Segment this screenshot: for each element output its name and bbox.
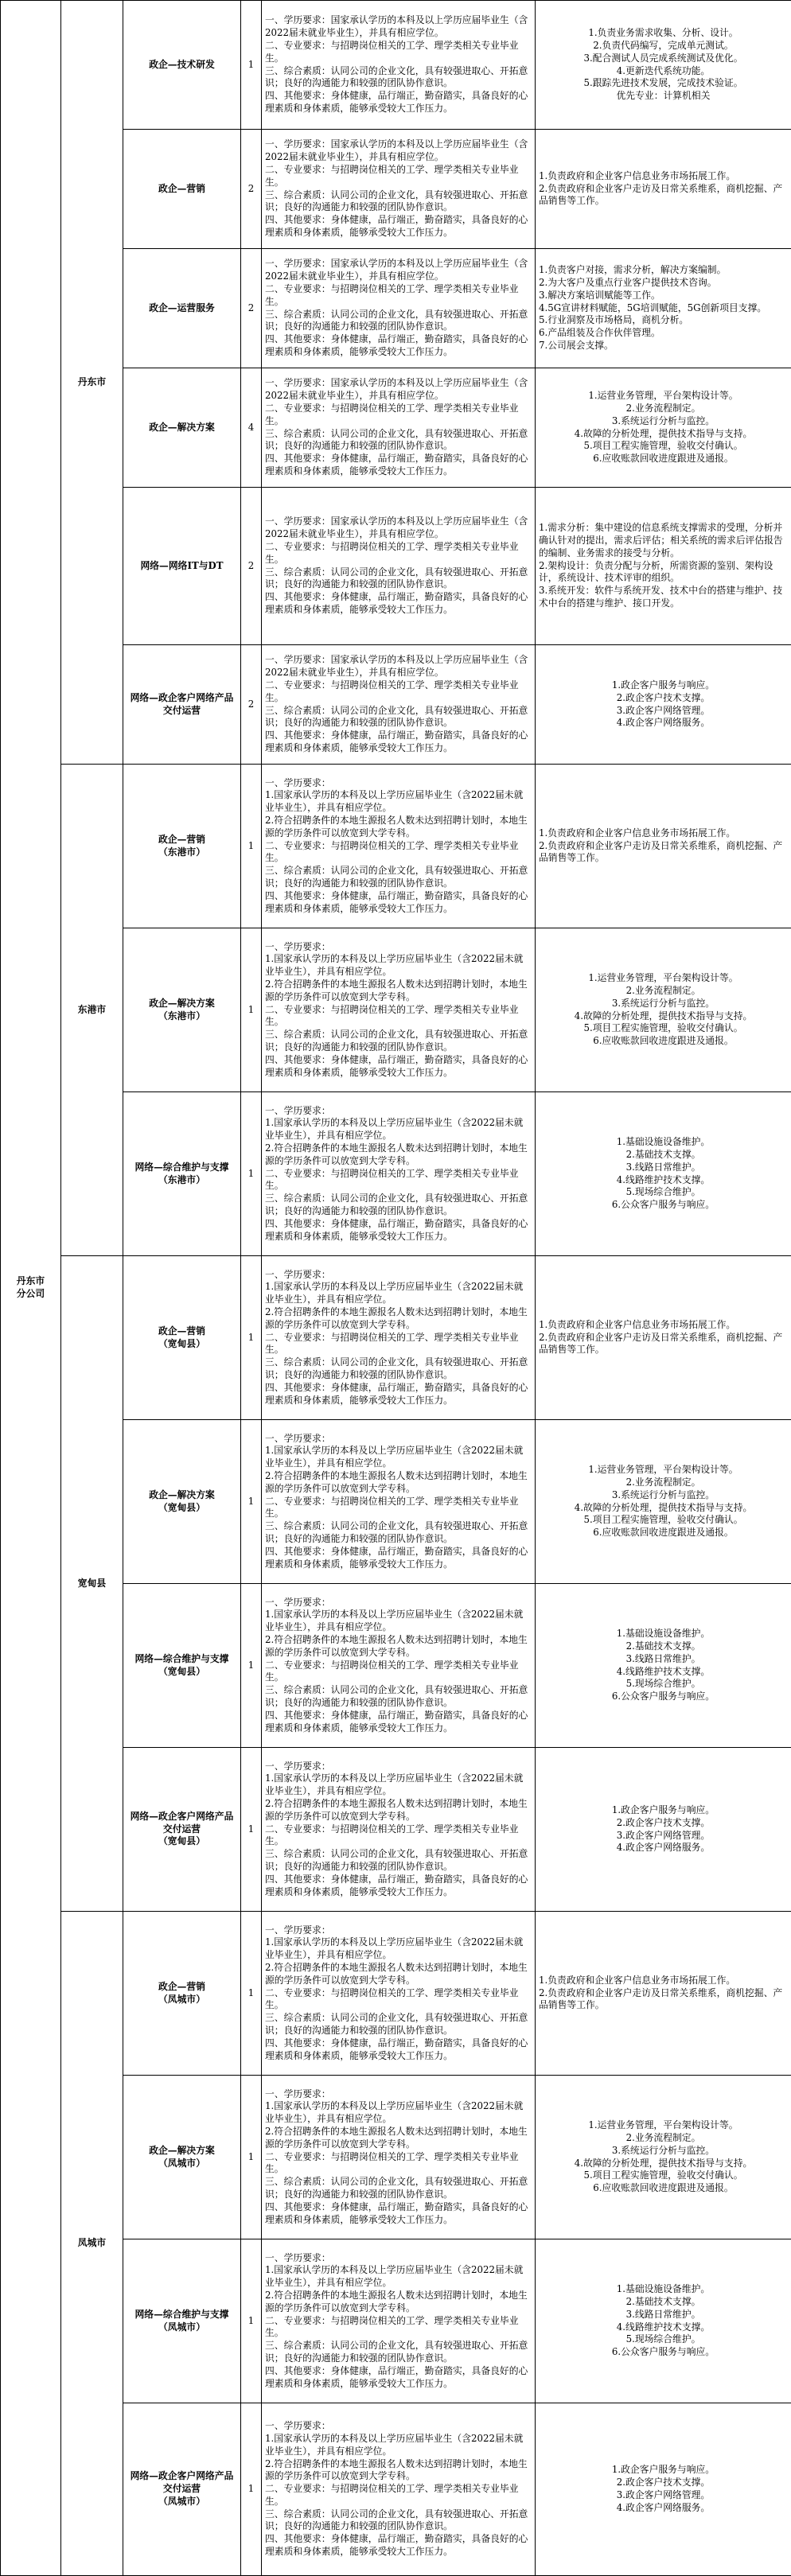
table-row bbox=[1, 1256, 791, 1420]
duty-line: 4.故障的分析处理，提供技术指导与支持。 bbox=[539, 2158, 788, 2170]
post-name-cell: 政企—营销 bbox=[123, 130, 241, 249]
duty-line: 2.为大客户及重点行业客户提供技术咨询。 bbox=[539, 277, 788, 290]
duty-line: 5.项目工程实施管理，验收交付确认。 bbox=[539, 1022, 788, 1035]
duty-line: 优先专业：计算机相关 bbox=[539, 90, 788, 103]
requirement-line: 1.国家承认学历的本科及以上学历应届毕业生（含2022届未就业毕业生），并具有相应学位。 bbox=[265, 789, 532, 815]
duty-line: 2.政企客户技术支撑。 bbox=[539, 2477, 788, 2489]
requirement-line: 1.国家承认学历的本科及以上学历应届毕业生（含2022届未就业毕业生），并具有相应学位。 bbox=[265, 953, 532, 979]
requirement-line: 2.符合招聘条件的本地生源报名人数未达到招聘计划时，本地生源的学历条件可以放宽到大学专科。 bbox=[265, 1470, 532, 1496]
requirements-cell bbox=[262, 2239, 536, 2403]
post-name-cell: 政企—技术研发 bbox=[123, 1, 241, 130]
requirement-line: 一、学历要求： bbox=[265, 2252, 532, 2265]
duty-line: 1.运营业务管理，平台架构设计等。 bbox=[539, 2119, 788, 2132]
requirement-line: 四、其他要求：身体健康，品行端正，勤奋踏实，具备良好的心理素质和身体素质，能够承受较大工作压力。 bbox=[265, 890, 532, 916]
duties-cell bbox=[536, 1420, 791, 1584]
post-name-cell: 政企—营销 （凤城市） bbox=[123, 1912, 241, 2076]
requirement-line: 2.符合招聘条件的本地生源报名人数未达到招聘计划时，本地生源的学历条件可以放宽到大学专科。 bbox=[265, 1798, 532, 1823]
requirement-line: 一、学历要求： bbox=[265, 1924, 532, 1937]
duty-line: 7.公司展会支撑。 bbox=[539, 340, 788, 352]
requirements-cell bbox=[262, 645, 536, 765]
duties-cell bbox=[536, 2239, 791, 2403]
duty-line: 4.政企客户网络服务。 bbox=[539, 717, 788, 730]
headcount-cell: 1 bbox=[241, 1256, 262, 1420]
requirements-cell bbox=[262, 488, 536, 645]
requirement-line: 三、综合素质：认同公司的企业文化，具有较强进取心、开拓意识；良好的沟通能力和较强的团队协作意识。 bbox=[265, 1356, 532, 1382]
requirement-line: 四、其他要求：身体健康，品行端正，勤奋踏实，具备良好的心理素质和身体素质，能够承受较大工作压力。 bbox=[265, 1874, 532, 1899]
duty-line: 3.政企客户网络管理。 bbox=[539, 1830, 788, 1843]
requirement-line: 二、专业要求：与招聘岗位相关的工学、理学类相关专业毕业生。 bbox=[265, 164, 532, 189]
post-name-cell: 政企—营销 （东港市） bbox=[123, 765, 241, 928]
table-row bbox=[1, 1912, 791, 2076]
requirement-line: 一、学历要求： bbox=[265, 1105, 532, 1118]
requirement-line: 1.国家承认学历的本科及以上学历应届毕业生（含2022届未就业毕业生），并具有相应学位。 bbox=[265, 1281, 532, 1306]
duties-cell bbox=[536, 130, 791, 249]
requirement-line: 一、学历要求： bbox=[265, 1761, 532, 1773]
duty-line: 3.线路日常维护。 bbox=[539, 1653, 788, 1666]
duty-line: 5.项目工程实施管理，验收交付确认。 bbox=[539, 2169, 788, 2182]
duty-line: 5.现场综合维护。 bbox=[539, 1186, 788, 1199]
requirements-cell bbox=[262, 1256, 536, 1420]
requirement-line: 四、其他要求：身体健康，品行端正，勤奋踏实，具备良好的心理素质和身体素质，能够承受较大工作压力。 bbox=[265, 591, 532, 617]
headcount-cell: 1 bbox=[241, 765, 262, 928]
requirement-line: 二、专业要求：与招聘岗位相关的工学、理学类相关专业毕业生。 bbox=[265, 2151, 532, 2177]
requirement-line: 一、学历要求：国家承认学历的本科及以上学历应届毕业生（含2022届未就业毕业生），并具有相应学位。 bbox=[265, 654, 532, 679]
requirements-cell bbox=[262, 1092, 536, 1256]
requirements-cell bbox=[262, 2403, 536, 2576]
duty-line: 3.系统运行分析与监控。 bbox=[539, 415, 788, 428]
duty-line: 3.系统运行分析与监控。 bbox=[539, 998, 788, 1010]
duty-line: 6.公众客户服务与响应。 bbox=[539, 2346, 788, 2359]
requirement-line: 三、综合素质：认同公司的企业文化，具有较强进取心、开拓意识；良好的沟通能力和较强的团队协作意识。 bbox=[265, 705, 532, 730]
requirement-line: 2.符合招聘条件的本地生源报名人数未达到招聘计划时，本地生源的学历条件可以放宽到大学专科。 bbox=[265, 2126, 532, 2151]
post-name-cell: 网络—政企客户网络产品交付运营 （宽甸县） bbox=[123, 1748, 241, 1912]
requirement-line: 三、综合素质：认同公司的企业文化，具有较强进取心、开拓意识；良好的沟通能力和较强的团队协作意识。 bbox=[265, 2340, 532, 2365]
requirement-line: 二、专业要求：与招聘岗位相关的工学、理学类相关专业毕业生。 bbox=[265, 40, 532, 65]
headcount-cell: 1 bbox=[241, 2076, 262, 2239]
duty-line: 1.负责政府和企业客户信息业务市场拓展工作。 bbox=[539, 170, 788, 183]
requirement-line: 三、综合素质：认同公司的企业文化，具有较强进取心、开拓意识；良好的沟通能力和较强的团队协作意识。 bbox=[265, 65, 532, 91]
duty-line: 5.项目工程实施管理，验收交付确认。 bbox=[539, 1514, 788, 1527]
post-name-cell: 网络—综合维护与支撑 （东港市） bbox=[123, 1092, 241, 1256]
requirement-line: 三、综合素质：认同公司的企业文化，具有较强进取心、开拓意识；良好的沟通能力和较强的团队协作意识。 bbox=[265, 566, 532, 592]
requirement-line: 四、其他要求：身体健康，品行端正，勤奋踏实，具备良好的心理素质和身体素质，能够承受较大工作压力。 bbox=[265, 1382, 532, 1407]
requirement-line: 一、学历要求：国家承认学历的本科及以上学历应届毕业生（含2022届未就业毕业生），并具有相应学位。 bbox=[265, 138, 532, 164]
company-cell bbox=[1, 1, 61, 2576]
requirement-line: 二、专业要求：与招聘岗位相关的工学、理学类相关专业毕业生。 bbox=[265, 1660, 532, 1685]
duty-line: 2.业务流程制定。 bbox=[539, 2132, 788, 2145]
requirement-line: 三、综合素质：认同公司的企业文化，具有较强进取心、开拓意识；良好的沟通能力和较强的团队协作意识。 bbox=[265, 2012, 532, 2037]
requirement-line: 二、专业要求：与招聘岗位相关的工学、理学类相关专业毕业生。 bbox=[265, 1168, 532, 1193]
requirement-line: 1.国家承认学历的本科及以上学历应届毕业生（含2022届未就业毕业生），并具有相应学位。 bbox=[265, 1445, 532, 1470]
requirements-cell bbox=[262, 1, 536, 130]
requirement-line: 1.国家承认学历的本科及以上学历应届毕业生（含2022届未就业毕业生），并具有相应学位。 bbox=[265, 1772, 532, 1798]
requirement-line: 二、专业要求：与招聘岗位相关的工学、理学类相关专业毕业生。 bbox=[265, 541, 532, 566]
requirement-line: 一、学历要求： bbox=[265, 1433, 532, 1446]
duties-cell bbox=[536, 1584, 791, 1748]
table-row bbox=[1, 765, 791, 928]
duty-line: 4.5G宣讲材料赋能，5G培训赋能，5G创新项目支撑。 bbox=[539, 302, 788, 315]
headcount-cell: 1 bbox=[241, 928, 262, 1092]
duty-line: 4.故障的分析处理，提供技术指导与支持。 bbox=[539, 1502, 788, 1515]
duties-cell bbox=[536, 1912, 791, 2076]
region-cell: 宽甸县 bbox=[61, 1256, 123, 1912]
requirement-line: 三、综合素质：认同公司的企业文化，具有较强进取心、开拓意识；良好的沟通能力和较强的团队协作意识。 bbox=[265, 428, 532, 453]
duty-line: 2.负责代码编写，完成单元测试。 bbox=[539, 40, 788, 53]
duty-line: 4.故障的分析处理，提供技术指导与支持。 bbox=[539, 428, 788, 441]
duty-line: 4.线路维护技术支撑。 bbox=[539, 2321, 788, 2334]
headcount-cell: 2 bbox=[241, 645, 262, 765]
headcount-cell: 1 bbox=[241, 1092, 262, 1256]
requirements-cell bbox=[262, 1584, 536, 1748]
requirement-line: 二、专业要求：与招聘岗位相关的工学、理学类相关专业毕业生。 bbox=[265, 1823, 532, 1849]
duty-line: 2.基础技术支撑。 bbox=[539, 2296, 788, 2309]
requirement-line: 一、学历要求： bbox=[265, 2088, 532, 2101]
headcount-cell: 1 bbox=[241, 1912, 262, 2076]
post-name-cell: 网络—综合维护与支撑 （宽甸县） bbox=[123, 1584, 241, 1748]
duty-line: 1.政企客户服务与响应。 bbox=[539, 2464, 788, 2477]
requirement-line: 三、综合素质：认同公司的企业文化，具有较强进取心、开拓意识；良好的沟通能力和较强的团队协作意识。 bbox=[265, 865, 532, 890]
requirement-line: 四、其他要求：身体健康，品行端正，勤奋踏实，具备良好的心理素质和身体素质，能够承受较大工作压力。 bbox=[265, 333, 532, 359]
duty-line: 6.产品组装及合作伙伴管理。 bbox=[539, 327, 788, 340]
headcount-cell: 1 bbox=[241, 1420, 262, 1584]
requirement-line: 一、学历要求： bbox=[265, 1269, 532, 1282]
requirement-line: 二、专业要求：与招聘岗位相关的工学、理学类相关专业毕业生。 bbox=[265, 1004, 532, 1029]
requirements-cell bbox=[262, 928, 536, 1092]
requirement-line: 1.国家承认学历的本科及以上学历应届毕业生（含2022届未就业毕业生），并具有相应学位。 bbox=[265, 1936, 532, 1962]
headcount-cell: 1 bbox=[241, 1584, 262, 1748]
requirement-line: 2.符合招聘条件的本地生源报名人数未达到招聘计划时，本地生源的学历条件可以放宽到大学专科。 bbox=[265, 1142, 532, 1168]
headcount-cell: 1 bbox=[241, 2403, 262, 2576]
requirement-line: 四、其他要求：身体健康，品行端正，勤奋踏实，具备良好的心理素质和身体素质，能够承受较大工作压力。 bbox=[265, 1218, 532, 1243]
post-name-cell: 网络—综合维护与支撑 （凤城市） bbox=[123, 2239, 241, 2403]
duty-line: 1.需求分析：集中建设的信息系统支撑需求的受理，分析并确认针对的提出，需求后评估；相关系统的需求后评估报告的编制、业务需求的接受与分析。 bbox=[539, 522, 788, 559]
headcount-cell: 1 bbox=[241, 1, 262, 130]
headcount-cell: 2 bbox=[241, 488, 262, 645]
duty-line: 3.配合测试人员完成系统测试及优化。 bbox=[539, 53, 788, 65]
requirement-line: 三、综合素质：认同公司的企业文化，具有较强进取心、开拓意识；良好的沟通能力和较强的团队协作意识。 bbox=[265, 1684, 532, 1710]
requirement-line: 一、学历要求：国家承认学历的本科及以上学历应届毕业生（含2022届未就业毕业生），并具有相应学位。 bbox=[265, 377, 532, 403]
post-name-cell: 政企—解决方案 （凤城市） bbox=[123, 2076, 241, 2239]
duty-line: 3.线路日常维护。 bbox=[539, 2309, 788, 2321]
table-body bbox=[1, 1, 791, 2576]
duty-line: 5.项目工程实施管理，验收交付确认。 bbox=[539, 440, 788, 453]
post-name-cell: 网络—网络IT与DT bbox=[123, 488, 241, 645]
duty-line: 2.业务流程制定。 bbox=[539, 403, 788, 415]
requirement-line: 四、其他要求：身体健康，品行端正，勤奋踏实，具备良好的心理素质和身体素质，能够承受较大工作压力。 bbox=[265, 1054, 532, 1080]
requirement-line: 2.符合招聘条件的本地生源报名人数未达到招聘计划时，本地生源的学历条件可以放宽到大学专科。 bbox=[265, 2458, 532, 2484]
requirement-line: 三、综合素质：认同公司的企业文化，具有较强进取心、开拓意识；良好的沟通能力和较强的团队协作意识。 bbox=[265, 2508, 532, 2534]
duty-line: 3.系统开发：软件与系统开发、技术中台的搭建与维护、技术中台的搭建与维护、接口开发。 bbox=[539, 585, 788, 610]
duty-line: 3.系统运行分析与监控。 bbox=[539, 1489, 788, 1502]
requirements-cell bbox=[262, 368, 536, 488]
duty-line: 2.架构设计：负责分配与分析，所需资源的鉴别、架构设计，系统设计、技术评审的组织。 bbox=[539, 560, 788, 586]
duties-cell bbox=[536, 1748, 791, 1912]
requirement-line: 三、综合素质：认同公司的企业文化，具有较强进取心、开拓意识；良好的沟通能力和较强的团队协作意识。 bbox=[265, 2176, 532, 2201]
duty-line: 6.应收账款回收进度跟进及通报。 bbox=[539, 453, 788, 465]
duty-line: 1.政企客户服务与响应。 bbox=[539, 679, 788, 692]
requirement-line: 2.符合招聘条件的本地生源报名人数未达到招聘计划时，本地生源的学历条件可以放宽到大学专科。 bbox=[265, 979, 532, 1004]
duty-line: 4.更新迭代系统功能。 bbox=[539, 65, 788, 78]
requirement-line: 1.国家承认学历的本科及以上学历应届毕业生（含2022届未就业毕业生），并具有相应学位。 bbox=[265, 2264, 532, 2290]
requirement-line: 三、综合素质：认同公司的企业文化，具有较强进取心、开拓意识；良好的沟通能力和较强的团队协作意识。 bbox=[265, 1848, 532, 1874]
duty-line: 5.现场综合维护。 bbox=[539, 1678, 788, 1691]
requirement-line: 三、综合素质：认同公司的企业文化，具有较强进取心、开拓意识；良好的沟通能力和较强的团队协作意识。 bbox=[265, 1029, 532, 1054]
requirement-line: 一、学历要求：国家承认学历的本科及以上学历应届毕业生（含2022届未就业毕业生），并具有相应学位。 bbox=[265, 14, 532, 40]
requirement-line: 一、学历要求： bbox=[265, 2420, 532, 2433]
duty-line: 5.跟踪先进技术发展，完成技术验证。 bbox=[539, 77, 788, 90]
headcount-cell: 2 bbox=[241, 130, 262, 249]
duty-line: 4.线路维护技术支撑。 bbox=[539, 1666, 788, 1679]
requirement-line: 一、学历要求：国家承认学历的本科及以上学历应届毕业生（含2022届未就业毕业生），并具有相应学位。 bbox=[265, 516, 532, 541]
requirement-line: 1.国家承认学历的本科及以上学历应届毕业生（含2022届未就业毕业生），并具有相应学位。 bbox=[265, 2100, 532, 2126]
company-name: 丹东市 分公司 bbox=[4, 1275, 57, 1301]
requirement-line: 四、其他要求：身体健康，品行端正，勤奋踏实，具备良好的心理素质和身体素质，能够承受较大工作压力。 bbox=[265, 2533, 532, 2558]
requirements-cell bbox=[262, 765, 536, 928]
duty-line: 1.负责客户对接，需求分析，解决方案编制。 bbox=[539, 264, 788, 277]
requirement-line: 三、综合素质：认同公司的企业文化，具有较强进取心、开拓意识；良好的沟通能力和较强的团队协作意识。 bbox=[265, 309, 532, 334]
requirement-line: 1.国家承认学历的本科及以上学历应届毕业生（含2022届未就业毕业生），并具有相应学位。 bbox=[265, 2433, 532, 2458]
requirement-line: 四、其他要求：身体健康，品行端正，勤奋踏实，具备良好的心理素质和身体素质，能够承受较大工作压力。 bbox=[265, 2037, 532, 2063]
headcount-cell: 4 bbox=[241, 368, 262, 488]
requirement-line: 2.符合招聘条件的本地生源报名人数未达到招聘计划时，本地生源的学历条件可以放宽到大学专科。 bbox=[265, 1634, 532, 1660]
post-name-cell: 政企—营销 （宽甸县） bbox=[123, 1256, 241, 1420]
requirement-line: 四、其他要求：身体健康，品行端正，勤奋踏实，具备良好的心理素质和身体素质，能够承受较大工作压力。 bbox=[265, 2365, 532, 2391]
duty-line: 1.负责政府和企业客户信息业务市场拓展工作。 bbox=[539, 1975, 788, 1987]
requirement-line: 四、其他要求：身体健康，品行端正，勤奋踏实，具备良好的心理素质和身体素质，能够承受较大工作压力。 bbox=[265, 214, 532, 239]
headcount-cell: 1 bbox=[241, 2239, 262, 2403]
requirement-line: 一、学历要求： bbox=[265, 1597, 532, 1609]
duty-line: 6.公众客户服务与响应。 bbox=[539, 1691, 788, 1703]
duty-line: 1.基础设施设备维护。 bbox=[539, 1136, 788, 1149]
requirement-line: 四、其他要求：身体健康，品行端正，勤奋踏实，具备良好的心理素质和身体素质，能够承受较大工作压力。 bbox=[265, 453, 532, 478]
region-cell: 凤城市 bbox=[61, 1912, 123, 2576]
duty-line: 2.政企客户技术支撑。 bbox=[539, 692, 788, 705]
post-name-cell: 网络—政企客户网络产品交付运营 （凤城市） bbox=[123, 2403, 241, 2576]
duty-line: 1.运营业务管理，平台架构设计等。 bbox=[539, 1464, 788, 1477]
duties-cell bbox=[536, 2403, 791, 2576]
duty-line: 4.政企客户网络服务。 bbox=[539, 1842, 788, 1854]
requirement-line: 四、其他要求：身体健康，品行端正，勤奋踏实，具备良好的心理素质和身体素质，能够承受较大工作压力。 bbox=[265, 90, 532, 115]
duties-cell bbox=[536, 928, 791, 1092]
duty-line: 2.负责政府和企业客户走访及日常关系维系，商机挖掘、产品销售等工作。 bbox=[539, 183, 788, 208]
post-name-cell: 政企—解决方案 （宽甸县） bbox=[123, 1420, 241, 1584]
duty-line: 1.运营业务管理，平台架构设计等。 bbox=[539, 972, 788, 985]
requirement-line: 二、专业要求：与招聘岗位相关的工学、理学类相关专业毕业生。 bbox=[265, 1987, 532, 2013]
requirement-line: 2.符合招聘条件的本地生源报名人数未达到招聘计划时，本地生源的学历条件可以放宽到大学专科。 bbox=[265, 1962, 532, 1987]
duty-line: 2.基础技术支撑。 bbox=[539, 1640, 788, 1653]
duty-line: 3.系统运行分析与监控。 bbox=[539, 2145, 788, 2158]
duties-cell bbox=[536, 488, 791, 645]
duty-line: 1.基础设施设备维护。 bbox=[539, 2283, 788, 2296]
headcount-cell: 1 bbox=[241, 1748, 262, 1912]
requirement-line: 二、专业要求：与招聘岗位相关的工学、理学类相关专业毕业生。 bbox=[265, 403, 532, 428]
requirements-cell bbox=[262, 1912, 536, 2076]
duty-line: 2.业务流程制定。 bbox=[539, 985, 788, 998]
requirement-line: 四、其他要求：身体健康，品行端正，勤奋踏实，具备良好的心理素质和身体素质，能够承受较大工作压力。 bbox=[265, 2201, 532, 2227]
duty-line: 5.现场综合维护。 bbox=[539, 2333, 788, 2346]
requirement-line: 二、专业要求：与招聘岗位相关的工学、理学类相关专业毕业生。 bbox=[265, 840, 532, 866]
duty-line: 4.政企客户网络服务。 bbox=[539, 2502, 788, 2515]
duties-cell bbox=[536, 1092, 791, 1256]
post-name-cell: 政企—解决方案 bbox=[123, 368, 241, 488]
requirement-line: 一、学历要求： bbox=[265, 777, 532, 790]
duty-line: 2.政企客户技术支撑。 bbox=[539, 1817, 788, 1830]
requirement-line: 2.符合招聘条件的本地生源报名人数未达到招聘计划时，本地生源的学历条件可以放宽到大学专科。 bbox=[265, 1306, 532, 1332]
requirements-cell bbox=[262, 1748, 536, 1912]
duty-line: 1.基础设施设备维护。 bbox=[539, 1628, 788, 1640]
duties-cell bbox=[536, 1, 791, 130]
duty-line: 3.线路日常维护。 bbox=[539, 1162, 788, 1174]
duty-line: 3.政企客户网络管理。 bbox=[539, 705, 788, 718]
requirement-line: 二、专业要求：与招聘岗位相关的工学、理学类相关专业毕业生。 bbox=[265, 283, 532, 309]
headcount-cell: 2 bbox=[241, 249, 262, 368]
duties-cell bbox=[536, 368, 791, 488]
requirement-line: 二、专业要求：与招聘岗位相关的工学、理学类相关专业毕业生。 bbox=[265, 2483, 532, 2508]
duty-line: 5.行业洞察及市场格局，商机分析。 bbox=[539, 314, 788, 327]
requirement-line: 2.符合招聘条件的本地生源报名人数未达到招聘计划时，本地生源的学历条件可以放宽到大学专科。 bbox=[265, 2290, 532, 2315]
duty-line: 2.负责政府和企业客户走访及日常关系维系，商机挖掘、产品销售等工作。 bbox=[539, 840, 788, 866]
requirement-line: 三、综合素质：认同公司的企业文化，具有较强进取心、开拓意识；良好的沟通能力和较强的团队协作意识。 bbox=[265, 1193, 532, 1218]
duties-cell bbox=[536, 1256, 791, 1420]
duties-cell bbox=[536, 2076, 791, 2239]
requirement-line: 三、综合素质：认同公司的企业文化，具有较强进取心、开拓意识；良好的沟通能力和较强的团队协作意识。 bbox=[265, 1520, 532, 1546]
duty-line: 6.公众客户服务与响应。 bbox=[539, 1199, 788, 1212]
requirement-line: 四、其他要求：身体健康，品行端正，勤奋踏实，具备良好的心理素质和身体素质，能够承受较大工作压力。 bbox=[265, 730, 532, 755]
duty-line: 4.故障的分析处理，提供技术指导与支持。 bbox=[539, 1010, 788, 1023]
duties-cell bbox=[536, 645, 791, 765]
requirements-cell bbox=[262, 130, 536, 249]
requirement-line: 一、学历要求： bbox=[265, 941, 532, 954]
duty-line: 2.基础技术支撑。 bbox=[539, 1149, 788, 1162]
duty-line: 6.应收账款回收进度跟进及通报。 bbox=[539, 1527, 788, 1539]
duty-line: 1.运营业务管理，平台架构设计等。 bbox=[539, 390, 788, 403]
duties-cell bbox=[536, 249, 791, 368]
duty-line: 1.负责政府和企业客户信息业务市场拓展工作。 bbox=[539, 827, 788, 840]
requirement-line: 二、专业要求：与招聘岗位相关的工学、理学类相关专业毕业生。 bbox=[265, 1496, 532, 1521]
region-cell: 丹东市 bbox=[61, 1, 123, 765]
requirement-line: 1.国家承认学历的本科及以上学历应届毕业生（含2022届未就业毕业生），并具有相应学位。 bbox=[265, 1117, 532, 1142]
duty-line: 2.负责政府和企业客户走访及日常关系维系，商机挖掘、产品销售等工作。 bbox=[539, 1332, 788, 1357]
duty-line: 6.应收账款回收进度跟进及通报。 bbox=[539, 1035, 788, 1048]
requirement-line: 2.符合招聘条件的本地生源报名人数未达到招聘计划时，本地生源的学历条件可以放宽到大学专科。 bbox=[265, 815, 532, 840]
duty-line: 1.政企客户服务与响应。 bbox=[539, 1804, 788, 1817]
requirement-line: 四、其他要求：身体健康，品行端正，勤奋踏实，具备良好的心理素质和身体素质，能够承受较大工作压力。 bbox=[265, 1710, 532, 1735]
post-name-cell: 政企—解决方案 （东港市） bbox=[123, 928, 241, 1092]
requirement-line: 二、专业要求：与招聘岗位相关的工学、理学类相关专业毕业生。 bbox=[265, 679, 532, 705]
requirement-line: 二、专业要求：与招聘岗位相关的工学、理学类相关专业毕业生。 bbox=[265, 2315, 532, 2341]
requirements-cell bbox=[262, 249, 536, 368]
duty-line: 3.政企客户网络管理。 bbox=[539, 2489, 788, 2502]
post-name-cell: 政企—运营服务 bbox=[123, 249, 241, 368]
post-name-cell: 网络—政企客户网络产品交付运营 bbox=[123, 645, 241, 765]
requirement-line: 四、其他要求：身体健康，品行端正，勤奋踏实，具备良好的心理素质和身体素质，能够承受较大工作压力。 bbox=[265, 1546, 532, 1571]
duty-line: 2.业务流程制定。 bbox=[539, 1477, 788, 1489]
requirement-line: 一、学历要求：国家承认学历的本科及以上学历应届毕业生（含2022届未就业毕业生），并具有相应学位。 bbox=[265, 258, 532, 283]
duties-cell bbox=[536, 765, 791, 928]
requirement-line: 三、综合素质：认同公司的企业文化，具有较强进取心、开拓意识；良好的沟通能力和较强的团队协作意识。 bbox=[265, 189, 532, 215]
duty-line: 1.负责业务需求收集、分析、设计。 bbox=[539, 27, 788, 40]
duty-line: 3.解决方案培训赋能等工作。 bbox=[539, 290, 788, 302]
requirement-line: 1.国家承认学历的本科及以上学历应届毕业生（含2022届未就业毕业生），并具有相应学位。 bbox=[265, 1609, 532, 1634]
duty-line: 1.负责政府和企业客户信息业务市场拓展工作。 bbox=[539, 1319, 788, 1332]
table-row bbox=[1, 1, 791, 130]
requirements-cell bbox=[262, 2076, 536, 2239]
region-cell: 东港市 bbox=[61, 765, 123, 1256]
requirements-cell bbox=[262, 1420, 536, 1584]
duty-line: 6.应收账款回收进度跟进及通报。 bbox=[539, 2182, 788, 2195]
requirement-line: 二、专业要求：与招聘岗位相关的工学、理学类相关专业毕业生。 bbox=[265, 1332, 532, 1357]
duty-line: 2.负责政府和企业客户走访及日常关系维系，商机挖掘、产品销售等工作。 bbox=[539, 1987, 788, 2013]
duty-line: 4.线路维护技术支撑。 bbox=[539, 1174, 788, 1187]
